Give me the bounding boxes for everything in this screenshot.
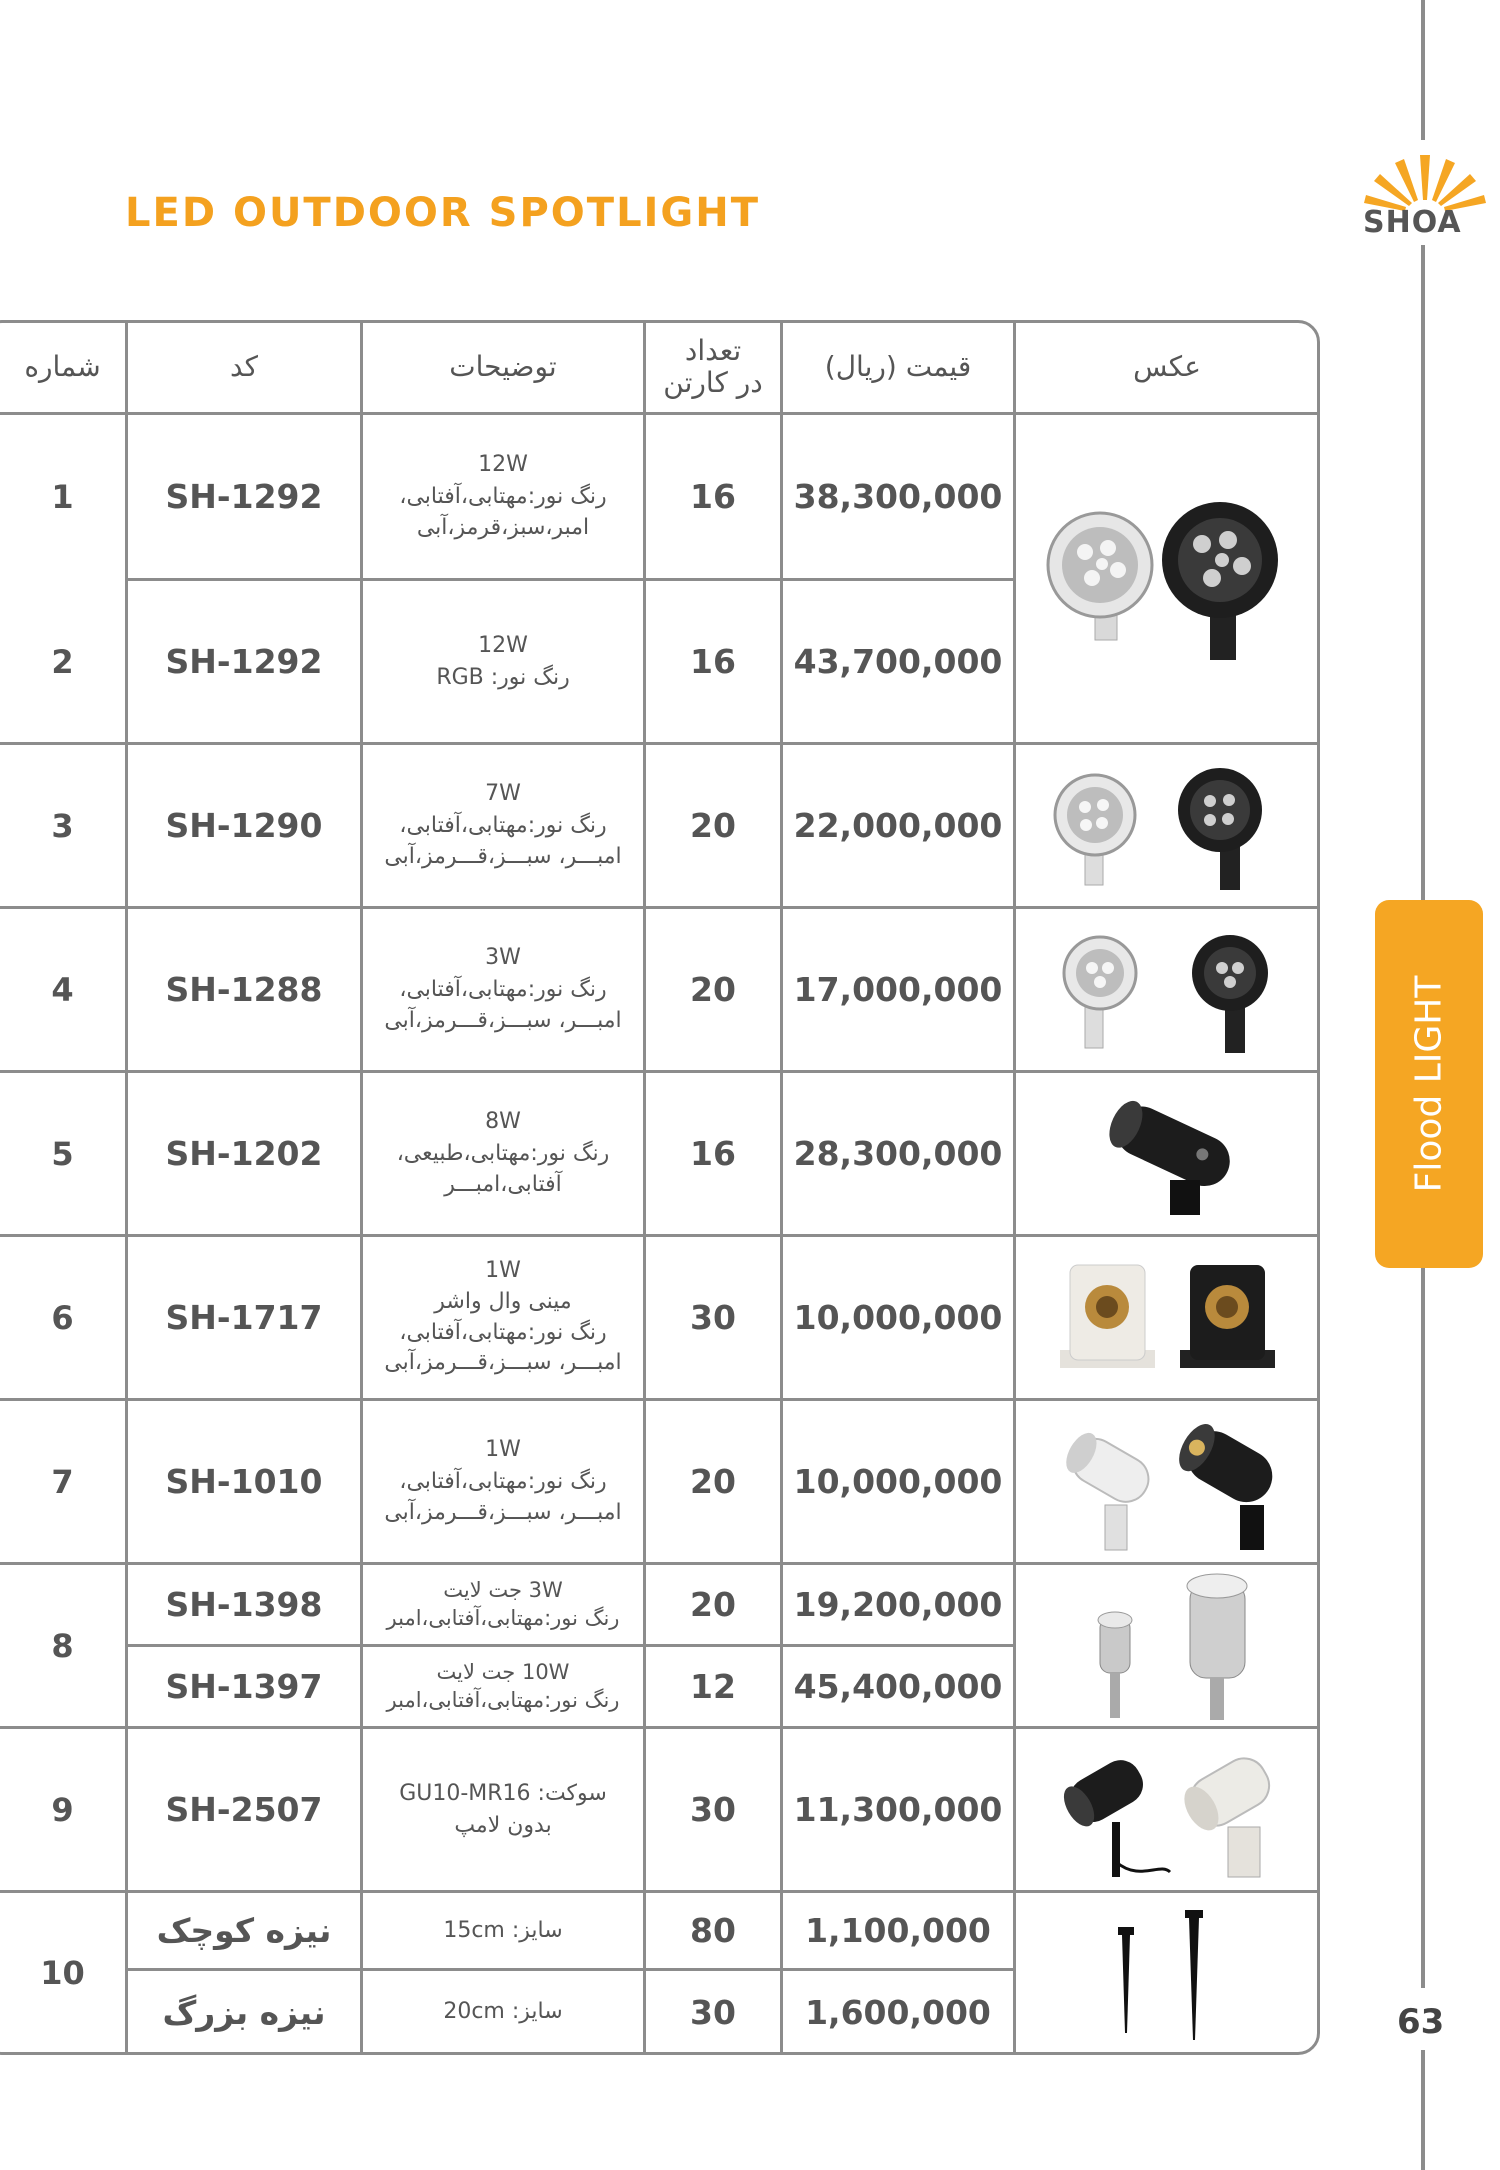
product-photo-sh-2507 [1050,1742,1300,1882]
row-9-number: 9 [51,1790,74,1829]
header-photo: عکس [1133,349,1201,383]
row-3-number: 3 [51,806,74,845]
row-9-price: 11,300,000 [793,1790,1003,1829]
row-1-qty: 16 [690,477,736,516]
row-3-code: SH-1290 [165,806,323,845]
desc-line: 12W [478,451,528,477]
row-6-price: 10,000,000 [793,1298,1003,1337]
row-5-number: 5 [51,1134,74,1173]
side-divider-mid [1421,245,1425,900]
grid-vline [1013,320,1016,2055]
row-5-price: 28,300,000 [793,1134,1003,1173]
row-5-qty: 16 [690,1134,736,1173]
desc-line: رنگ نور:مهتابی،آفتابی، [399,976,607,1002]
row-9-qty: 30 [690,1790,736,1829]
row-7-description [363,1401,643,1562]
row-8b-qty: 12 [690,1667,736,1706]
desc-line: رنگ نور:مهتابی،آفتابی،امبر [386,1605,620,1630]
row-2-price: 43,700,000 [793,642,1003,681]
product-photo-spikes [1100,1905,1220,2045]
desc-line: سایز: 15cm [443,1917,563,1943]
desc-line: امبـــر، سبـــز،قـــرمز،آبی [384,844,622,870]
header-number: شماره [24,349,101,383]
side-tab-flood-light[interactable] [1375,900,1483,1268]
row-4-price: 17,000,000 [793,970,1003,1009]
desc-line: 3W [485,944,521,970]
row-8a-code: SH-1398 [165,1585,323,1624]
product-photo-sh-1010 [1040,1410,1300,1555]
desc-line: 10W جت لایت [436,1660,570,1685]
row-10b-name: نیزه بزرگ [162,1992,326,2032]
desc-line: 3W جت لایت [443,1578,563,1603]
row-8-number: 8 [51,1626,74,1665]
desc-line: امبر،سبز،قرمز،آبی [416,515,590,541]
row-4-qty: 20 [690,970,736,1009]
page-number: 63 [1397,2002,1445,2042]
row-10a-name: نیزه کوچک [156,1911,332,1950]
row-3-description [363,745,643,906]
row-4-description [363,909,643,1070]
row-10b-description [363,1971,643,2053]
row-1-number: 1 [51,477,74,516]
row-6-number: 6 [51,1298,74,1337]
desc-line: 12W [478,632,528,658]
row-7-qty: 20 [690,1462,736,1501]
desc-line: 7W [485,780,521,806]
product-photo-sh-1398-1397 [1070,1568,1280,1723]
row-10a-price: 1,100,000 [805,1911,991,1950]
row-4-number: 4 [51,970,74,1009]
desc-line: رنگ نور:مهتابی،آفتابی، [399,483,607,509]
desc-line: سایز: 20cm [443,1999,563,2025]
row-2-code: SH-1292 [165,642,323,681]
desc-line: رنگ نور:مهتابی،آفتابی، [399,1468,607,1494]
row-2-qty: 16 [690,642,736,681]
row-10a-qty: 80 [690,1911,736,1950]
header-qty-line1: تعداد [684,333,742,367]
row-3-price: 22,000,000 [793,806,1003,845]
product-photo-sh-1202 [1080,1085,1280,1225]
header-code: کد [229,349,259,383]
header-qty [646,322,780,412]
product-photo-sh-1288 [1040,918,1300,1063]
product-photo-sh-1717 [1045,1255,1295,1375]
row-9-code: SH-2507 [165,1790,323,1829]
row-8a-description [363,1565,643,1644]
header-description: توضیحات [449,349,557,383]
row-5-code: SH-1202 [165,1134,323,1173]
header-price: قیمت (ریال) [824,349,972,383]
row-2-number: 2 [51,642,74,681]
row-8b-code: SH-1397 [165,1667,323,1706]
row-6-code: SH-1717 [165,1298,323,1337]
desc-line: مینی وال واشر [434,1288,572,1314]
row-10-number: 10 [40,1954,85,1992]
row-10b-price: 1,600,000 [805,1992,991,2032]
desc-line: 1W [485,1257,521,1283]
brand-logo-text: SHOA [1363,205,1462,240]
row-3-qty: 20 [690,806,736,845]
row-1-description [363,415,643,578]
desc-line: 8W [485,1108,521,1134]
header-qty-line2: در کارتن [663,366,763,399]
desc-line: رنگ نور:مهتابی،آفتابی، [399,812,607,838]
desc-line: رنگ نور: RGB [436,664,570,690]
side-tab-label: Flood LIGHT [1408,975,1450,1193]
row-1-price: 38,300,000 [793,477,1003,516]
desc-line: امبـــر، سبـــز،قـــرمز،آبی [384,1350,622,1376]
desc-line: امبـــر، سبـــز،قـــرمز،آبی [384,1008,622,1034]
row-8b-price: 45,400,000 [793,1667,1003,1706]
desc-line: آفتابی،امبـــر [444,1172,562,1198]
product-photo-sh-1292 [1030,480,1310,680]
row-8b-description [363,1647,643,1726]
row-8a-qty: 20 [690,1585,736,1624]
page-title: LED OUTDOOR SPOTLIGHT [125,190,761,236]
row-7-price: 10,000,000 [793,1462,1003,1501]
desc-line: بدون لامپ [454,1812,552,1838]
row-2-description [363,581,643,742]
desc-line: امبـــر، سبـــز،قـــرمز،آبی [384,1500,622,1526]
row-6-qty: 30 [690,1298,736,1337]
desc-line: سوکت: GU10-MR16 [399,1780,607,1806]
row-1-code: SH-1292 [165,477,323,516]
desc-line: رنگ نور:مهتابی،طبیعی، [396,1140,610,1166]
row-10b-qty: 30 [690,1992,736,2032]
row-9-description [363,1729,643,1890]
row-6-description [363,1237,643,1398]
row-10a-description [363,1893,643,1968]
row-7-code: SH-1010 [165,1462,323,1501]
row-8a-price: 19,200,000 [793,1585,1003,1624]
product-photo-sh-1290 [1040,755,1300,900]
side-divider-bottom [1421,2050,1425,2170]
side-divider-top [1421,0,1425,140]
desc-line: رنگ نور:مهتابی،آفتابی،امبر [386,1687,620,1712]
desc-line: رنگ نور:مهتابی،آفتابی، [399,1319,607,1345]
side-divider-low [1421,1268,1425,1988]
row-4-code: SH-1288 [165,970,323,1009]
desc-line: 1W [485,1436,521,1462]
row-5-description [363,1073,643,1234]
row-7-number: 7 [51,1462,74,1501]
